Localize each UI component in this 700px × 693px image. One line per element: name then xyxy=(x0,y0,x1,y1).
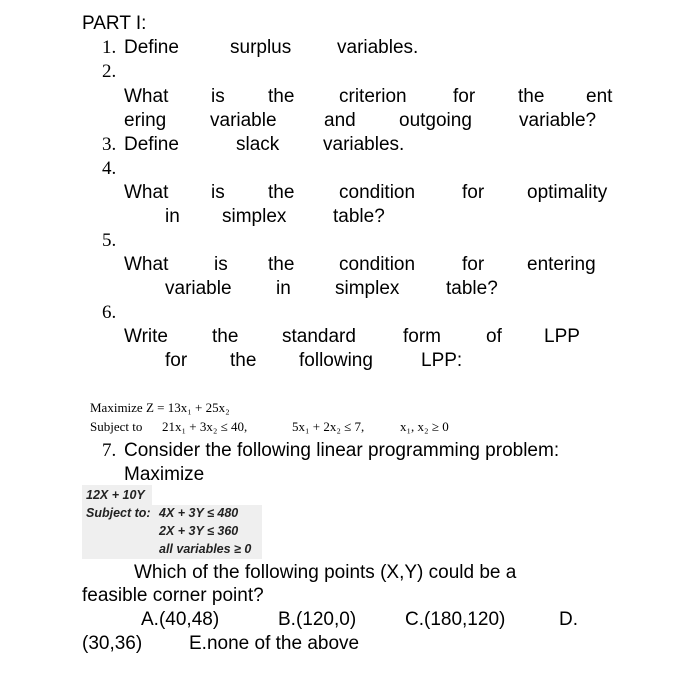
lpp-subject-to-label: Subject to xyxy=(90,419,143,434)
question-word: is xyxy=(211,86,225,107)
objective-word: Maximize xyxy=(124,464,205,485)
question-word: Write xyxy=(124,326,168,347)
question-word: What xyxy=(124,182,169,203)
question-word: condition xyxy=(339,182,416,203)
question-word: What xyxy=(124,254,169,275)
question-word: form xyxy=(403,326,441,347)
question-number: 1. xyxy=(102,37,117,58)
question-word: is xyxy=(211,182,225,203)
option-a: A.(40,48) xyxy=(141,609,220,630)
question-word: outgoing xyxy=(399,110,472,131)
question-word: simplex xyxy=(222,206,287,227)
question-word: Define xyxy=(124,37,179,58)
question-word: variables. xyxy=(323,134,405,155)
question-word: criterion xyxy=(339,86,407,107)
question-word: slack xyxy=(236,134,280,155)
question-word: variable xyxy=(210,110,277,131)
question-word: simplex xyxy=(335,278,400,299)
question-word: entering xyxy=(527,254,596,275)
question-word: condition xyxy=(339,254,416,275)
question-number: 3. xyxy=(102,134,117,155)
question-word: for xyxy=(165,350,188,371)
question-word: table? xyxy=(333,206,385,227)
question-word: for xyxy=(462,182,485,203)
option-d-label: D. xyxy=(559,609,578,630)
question-word: Define xyxy=(124,134,179,155)
question-word: table? xyxy=(446,278,498,299)
question-word: and xyxy=(324,110,356,131)
q7-subject-to-label: Subject to: xyxy=(86,506,151,520)
question-word: LPP: xyxy=(421,350,463,371)
question-word: the xyxy=(268,86,295,107)
question-text: feasible corner point? xyxy=(82,585,264,606)
question-word: LPP xyxy=(544,326,580,347)
question-number: 2. xyxy=(102,61,117,82)
q7-constraint-2: 2X + 3Y ≤ 360 xyxy=(159,524,239,538)
question-word: in xyxy=(276,278,291,299)
lpp-constraint-1: 21x₁ + 3x₂ ≤ 40, xyxy=(162,419,248,434)
lpp-constraint-2: 5x₁ + 2x₂ ≤ 7, xyxy=(292,419,365,434)
question-word: variables. xyxy=(337,37,419,58)
question-word: is xyxy=(214,254,228,275)
question-number: 6. xyxy=(102,302,117,323)
question-word: ent xyxy=(586,86,613,107)
question-word: the xyxy=(230,350,257,371)
question-word: of xyxy=(486,326,502,347)
question-word: the xyxy=(268,254,295,275)
question-number: 7. xyxy=(102,440,117,461)
option-b: B.(120,0) xyxy=(278,609,357,630)
question-number: 5. xyxy=(102,230,117,251)
question-word: ering xyxy=(124,110,167,131)
section-title: PART I: xyxy=(82,13,147,34)
question-word: the xyxy=(212,326,239,347)
option-c: C.(180,120) xyxy=(405,609,506,630)
question-word: in xyxy=(165,206,180,227)
option-e: E.none of the above xyxy=(189,633,360,654)
question-word: variable xyxy=(165,278,232,299)
question-word: What xyxy=(124,86,169,107)
question-word: the xyxy=(268,182,295,203)
q7-objective: 12X + 10Y xyxy=(86,488,145,502)
question-word: the xyxy=(518,86,545,107)
question-word: for xyxy=(462,254,485,275)
question-word: for xyxy=(453,86,476,107)
question-intro: Consider the following linear programming problem: xyxy=(124,440,560,461)
question-word: following xyxy=(299,350,373,371)
option-d-value: (30,36) xyxy=(82,633,143,654)
q7-constraint-1: 4X + 3Y ≤ 480 xyxy=(159,506,239,520)
question-word: standard xyxy=(282,326,356,347)
q7-nonnegativity: all variables ≥ 0 xyxy=(159,542,252,556)
question-text: Which of the following points (X,Y) could be a xyxy=(134,562,517,583)
question-number: 4. xyxy=(102,158,117,179)
lpp-nonnegativity: x₁, x₂ ≥ 0 xyxy=(400,419,449,434)
question-word: surplus xyxy=(230,37,292,58)
lpp-objective: Maximize Z = 13x₁ + 25x₂ xyxy=(90,400,230,415)
question-word: optimality xyxy=(527,182,608,203)
question-word: variable? xyxy=(519,110,597,131)
